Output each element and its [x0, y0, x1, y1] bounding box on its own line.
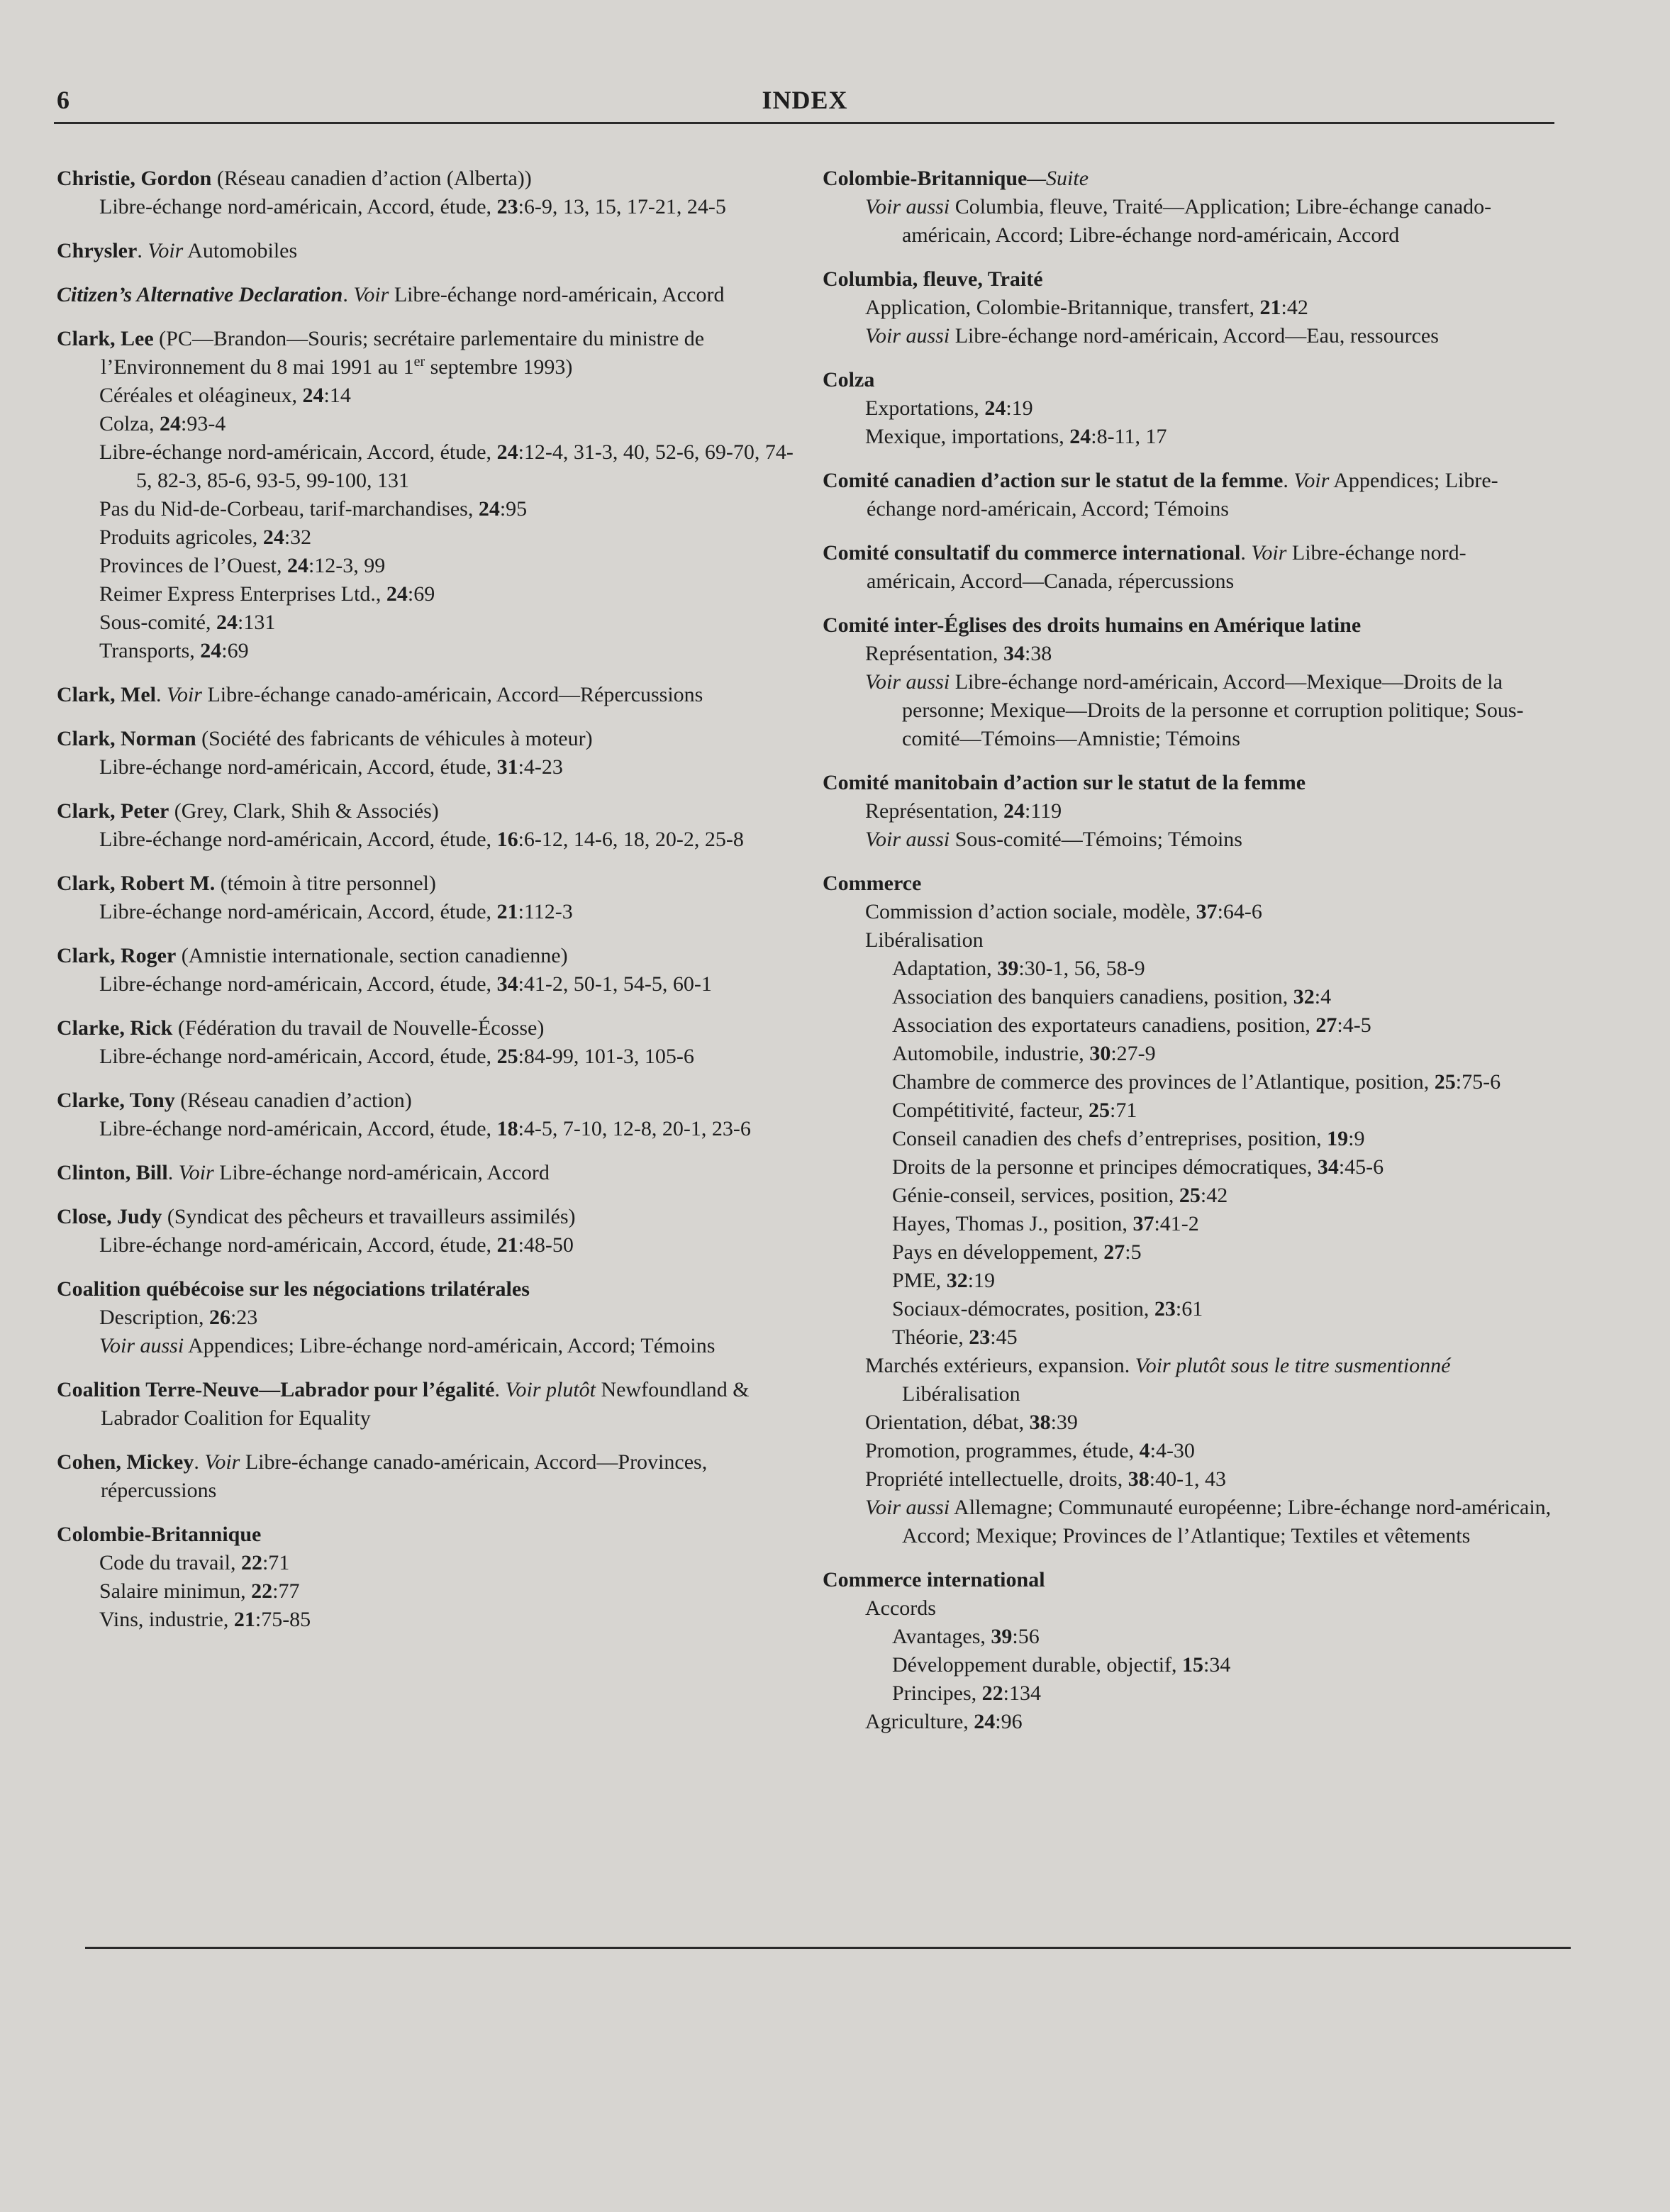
entry-heading: Colza: [823, 368, 875, 391]
index-entry-clark-mel: [57, 681, 801, 709]
entry-subentry: Commission d’action sociale, modèle, 37:64-6: [865, 900, 1262, 923]
entry-heading: Clinton, Bill. Voir Libre-échange nord-américain, Accord: [57, 1161, 550, 1184]
entry-heading: Columbia, fleuve, Traité: [823, 267, 1043, 291]
entry-subentry: Marchés extérieurs, expansion. Voir plutôt sous le titre susmentionné Libéralisation: [865, 1354, 1451, 1406]
index-entry-columbia: [823, 265, 1553, 350]
index-entry-clark-peter: [57, 797, 801, 854]
entry-heading: Clarke, Tony (Réseau canadien d’action): [57, 1089, 412, 1112]
entry-subentry: Application, Colombie-Britannique, transfert, 21:42: [865, 296, 1308, 319]
index-entry-coalition-qc: [57, 1275, 801, 1360]
page-header: [57, 85, 1553, 119]
entry-subentry: Agriculture, 24:96: [865, 1710, 1023, 1733]
index-entry-clark-roger: [57, 942, 801, 999]
index-entry-christie: [57, 165, 801, 221]
entry-subsubentry: Développement durable, objectif, 15:34: [892, 1653, 1231, 1677]
entry-subentry: Libre-échange nord-américain, Accord, étude, 16:6-12, 14-6, 18, 20-2, 25-8: [99, 828, 744, 851]
entry-subentry: Promotion, programmes, étude, 4:4-30: [865, 1439, 1195, 1462]
entry-subentry: Salaire minimun, 22:77: [99, 1579, 300, 1603]
index-entry-close: [57, 1203, 801, 1260]
entry-subentry: Accords: [865, 1596, 936, 1620]
entry-subsubentry: Génie-conseil, services, position, 25:42: [892, 1184, 1228, 1207]
entry-subentry: Provinces de l’Ouest, 24:12-3, 99: [99, 554, 386, 577]
entry-subentry: Voir aussi Allemagne; Communauté européenne; Libre-échange nord-américain, Accord; Mexique; Provinces de l’Atlantique; Textiles et vêtements: [865, 1496, 1552, 1547]
index-column-right: [823, 165, 1553, 1752]
entry-subentry: Voir aussi Libre-échange nord-américain, Accord—Mexique—Droits de la personne; Mexique—Droits de la personne et corruption politique; Sous-comité—Témoins—Amnistie; Témoins: [865, 670, 1524, 750]
header-rule: [54, 122, 1554, 124]
entry-heading: Commerce international: [823, 1568, 1045, 1591]
entry-subentry: Voir aussi Libre-échange nord-américain, Accord—Eau, ressources: [865, 324, 1439, 348]
index-entry-comite-femme: [823, 467, 1553, 523]
entry-heading: Clark, Roger (Amnistie internationale, section canadienne): [57, 944, 568, 967]
entry-subsubentry: Association des banquiers canadiens, position, 32:4: [892, 985, 1332, 1008]
entry-heading: Clark, Norman (Société des fabricants de véhicules à moteur): [57, 727, 593, 750]
entry-subentry: Libre-échange nord-américain, Accord, étude, 34:41-2, 50-1, 54-5, 60-1: [99, 972, 712, 996]
entry-subsubentry: Droits de la personne et principes démocratiques, 34:45-6: [892, 1155, 1384, 1179]
index-entry-clarke-tony: [57, 1086, 801, 1143]
entry-subentry: Céréales et oléagineux, 24:14: [99, 384, 351, 407]
entry-subentry: Libre-échange nord-américain, Accord, étude, 21:48-50: [99, 1233, 574, 1257]
entry-heading: Citizen’s Alternative Declaration. Voir Libre-échange nord-américain, Accord: [57, 283, 725, 306]
entry-heading: Colombie-Britannique—Suite: [823, 167, 1089, 190]
entry-subentry: Voir aussi Appendices; Libre-échange nord-américain, Accord; Témoins: [99, 1334, 716, 1357]
entry-subentry: Transports, 24:69: [99, 639, 249, 662]
entry-subsubentry: Hayes, Thomas J., position, 37:41-2: [892, 1212, 1199, 1235]
entry-subentry: Libéralisation: [865, 928, 984, 952]
entry-subsubentry: Chambre de commerce des provinces de l’Atlantique, position, 25:75-6: [892, 1070, 1501, 1094]
entry-subsubentry: Théorie, 23:45: [892, 1325, 1018, 1349]
entry-subentry: Pas du Nid-de-Corbeau, tarif-marchandises, 24:95: [99, 497, 528, 521]
entry-heading: Colombie-Britannique: [57, 1523, 262, 1546]
entry-subentry: Exportations, 24:19: [865, 396, 1033, 420]
entry-heading: Clarke, Rick (Fédération du travail de Nouvelle-Écosse): [57, 1016, 545, 1040]
entry-subsubentry: Automobile, industrie, 30:27-9: [892, 1042, 1156, 1065]
entry-subentry: Mexique, importations, 24:8-11, 17: [865, 425, 1167, 448]
entry-subentry: Libre-échange nord-américain, Accord, étude, 31:4-23: [99, 755, 563, 779]
index-entry-commerce: [823, 869, 1553, 1550]
index-entry-colombie-britannique: [57, 1521, 801, 1634]
entry-heading: Clark, Lee (PC—Brandon—Souris; secrétaire parlementaire du ministre de l’Environnement du 8 mai 1991 au 1er septembre 1993): [57, 327, 705, 379]
page-number: 6: [57, 86, 69, 114]
index-entry-clark-robert: [57, 869, 801, 926]
index-entry-chrysler: [57, 237, 801, 265]
entry-subentry: Libre-échange nord-américain, Accord, étude, 18:4-5, 7-10, 12-8, 20-1, 23-6: [99, 1117, 751, 1140]
entry-subsubentry: Avantages, 39:56: [892, 1625, 1040, 1648]
index-entry-comite-manitobain: [823, 769, 1553, 854]
index-entry-clark-lee: [57, 325, 801, 665]
index-column-left: [57, 165, 801, 1650]
entry-heading: Comité consultatif du commerce international. Voir Libre-échange nord-américain, Accord—Canada, répercussions: [823, 541, 1466, 593]
index-entry-coalition-tn: [57, 1376, 801, 1433]
entry-subentry: Représentation, 34:38: [865, 642, 1052, 665]
entry-heading: Comité manitobain d’action sur le statut de la femme: [823, 771, 1306, 794]
entry-subsubentry: Principes, 22:134: [892, 1682, 1041, 1705]
entry-heading: Commerce: [823, 872, 922, 895]
index-entry-colombie-britannique-suite: [823, 165, 1553, 250]
entry-subentry: Libre-échange nord-américain, Accord, étude, 23:6-9, 13, 15, 17-21, 24-5: [99, 195, 726, 218]
entry-subentry: Reimer Express Enterprises Ltd., 24:69: [99, 582, 435, 606]
entry-subsubentry: Adaptation, 39:30-1, 56, 58-9: [892, 957, 1145, 980]
index-entry-colza: [823, 366, 1553, 451]
entry-heading: Christie, Gordon (Réseau canadien d’action (Alberta)): [57, 167, 532, 190]
entry-subentry: Libre-échange nord-américain, Accord, étude, 21:112-3: [99, 900, 573, 923]
entry-heading: Clark, Robert M. (témoin à titre personnel): [57, 872, 436, 895]
entry-subentry: Produits agricoles, 24:32: [99, 526, 312, 549]
entry-subentry: Voir aussi Sous-comité—Témoins; Témoins: [865, 828, 1242, 851]
entry-heading: Chrysler. Voir Automobiles: [57, 239, 298, 262]
entry-heading: Coalition Terre-Neuve—Labrador pour l’égalité. Voir plutôt Newfoundland & Labrador Coalition for Equality: [57, 1378, 750, 1430]
index-entry-clinton: [57, 1159, 801, 1187]
entry-subentry: Représentation, 24:119: [865, 799, 1062, 823]
entry-heading: Close, Judy (Syndicat des pêcheurs et travailleurs assimilés): [57, 1205, 576, 1228]
entry-subentry: Vins, industrie, 21:75-85: [99, 1608, 311, 1631]
index-entry-clark-norman: [57, 725, 801, 782]
entry-subentry: Code du travail, 22:71: [99, 1551, 290, 1574]
entry-subsubentry: Pays en développement, 27:5: [892, 1240, 1142, 1264]
entry-subentry: Description, 26:23: [99, 1306, 258, 1329]
index-entry-commerce-international: [823, 1566, 1553, 1736]
page-title: INDEX: [762, 86, 848, 114]
index-entry-citizen: [57, 281, 801, 309]
index-entry-clarke-rick: [57, 1014, 801, 1071]
entry-subentry: Orientation, débat, 38:39: [865, 1411, 1078, 1434]
entry-subsubentry: Sociaux-démocrates, position, 23:61: [892, 1297, 1203, 1321]
entry-heading: Clark, Mel. Voir Libre-échange canado-américain, Accord—Répercussions: [57, 683, 703, 706]
entry-subsubentry: Compétitivité, facteur, 25:71: [892, 1099, 1137, 1122]
footer-rule: [85, 1947, 1571, 1949]
entry-heading: Clark, Peter (Grey, Clark, Shih & Associés): [57, 799, 439, 823]
entry-subentry: Colza, 24:93-4: [99, 412, 226, 435]
entry-subentry: Libre-échange nord-américain, Accord, étude, 24:12-4, 31-3, 40, 52-6, 69-70, 74-5, 82-3, 85-6, 93-5, 99-100, 131: [99, 440, 794, 492]
entry-subsubentry: PME, 32:19: [892, 1269, 996, 1292]
entry-subentry: Propriété intellectuelle, droits, 38:40-1, 43: [865, 1467, 1227, 1491]
index-entry-comite-eglises: [823, 611, 1553, 753]
entry-heading: Cohen, Mickey. Voir Libre-échange canado-américain, Accord—Provinces, répercussions: [57, 1450, 708, 1502]
entry-heading: Comité canadien d’action sur le statut de la femme. Voir Appendices; Libre-échange nord-américain, Accord; Témoins: [823, 469, 1498, 521]
index-entry-cohen: [57, 1448, 801, 1505]
entry-subentry: Libre-échange nord-américain, Accord, étude, 25:84-99, 101-3, 105-6: [99, 1045, 694, 1068]
entry-subentry: Sous-comité, 24:131: [99, 611, 276, 634]
entry-subsubentry: Conseil canadien des chefs d’entreprises, position, 19:9: [892, 1127, 1365, 1150]
entry-subsubentry: Association des exportateurs canadiens, position, 27:4-5: [892, 1013, 1371, 1037]
entry-subentry: Voir aussi Columbia, fleuve, Traité—Application; Libre-échange canado-américain, Accord; Libre-échange nord-américain, Accord: [865, 195, 1492, 247]
entry-heading: Coalition québécoise sur les négociations trilatérales: [57, 1277, 530, 1301]
index-entry-comite-consultatif: [823, 539, 1553, 596]
entry-heading: Comité inter-Églises des droits humains en Amérique latine: [823, 613, 1362, 637]
